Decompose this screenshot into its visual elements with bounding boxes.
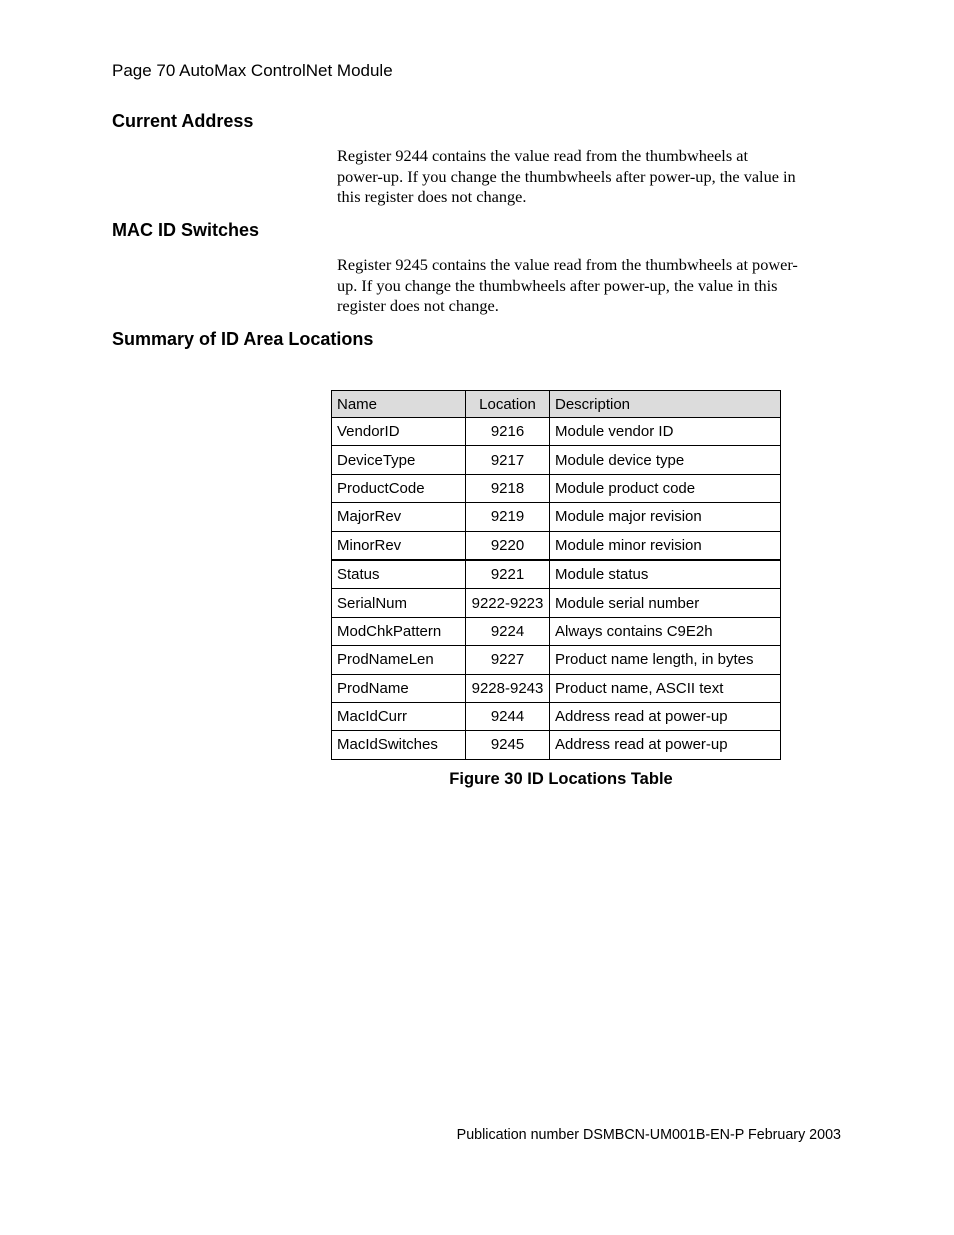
table-row bbox=[332, 474, 781, 502]
cell-description: Module device type bbox=[550, 446, 781, 474]
cell-name: DeviceType bbox=[332, 446, 466, 474]
current-address-paragraph bbox=[337, 146, 832, 208]
cell-name: ProdNameLen bbox=[332, 646, 466, 674]
cell-name: Status bbox=[332, 560, 466, 589]
cell-name: SerialNum bbox=[332, 589, 466, 617]
cell-description: Module vendor ID bbox=[550, 418, 781, 446]
heading-mac-id-switches: MAC ID Switches bbox=[112, 220, 260, 240]
cell-name: ModChkPattern bbox=[332, 617, 466, 645]
cell-location: 9216 bbox=[466, 418, 550, 446]
cell-location: 9228-9243 bbox=[466, 674, 550, 702]
table-row bbox=[332, 702, 781, 730]
cell-location: 9245 bbox=[466, 731, 550, 759]
table-row bbox=[332, 418, 781, 446]
cell-description: Address read at power-up bbox=[550, 731, 781, 759]
cell-description: Product name, ASCII text bbox=[550, 674, 781, 702]
cell-location: 9220 bbox=[466, 531, 550, 560]
cell-description: Module product code bbox=[550, 474, 781, 502]
paragraph-line: power-up. If you change the thumbwheels after power-up, the value in bbox=[337, 166, 796, 186]
cell-name: MacIdCurr bbox=[332, 702, 466, 730]
page-header: Page 70 AutoMax ControlNet Module bbox=[112, 61, 393, 80]
cell-description: Product name length, in bytes bbox=[550, 646, 781, 674]
cell-name: VendorID bbox=[332, 418, 466, 446]
cell-location: 9221 bbox=[466, 560, 550, 589]
page-footer: Publication number DSMBCN-UM001B-EN-P February 2003 bbox=[456, 1127, 841, 1143]
column-header-location: Location bbox=[466, 391, 550, 418]
cell-description: Address read at power-up bbox=[550, 702, 781, 730]
mac-id-switches-paragraph bbox=[337, 255, 832, 317]
table-row bbox=[332, 674, 781, 702]
cell-name: MinorRev bbox=[332, 531, 466, 560]
table-row bbox=[332, 589, 781, 617]
column-header-name: Name bbox=[332, 391, 466, 418]
column-header-description: Description bbox=[550, 391, 781, 418]
cell-description: Always contains C9E2h bbox=[550, 617, 781, 645]
paragraph-line: this register does not change. bbox=[337, 187, 527, 207]
paragraph-line: Register 9245 contains the value read from the thumbwheels at power- bbox=[337, 255, 798, 274]
table-row bbox=[332, 531, 781, 560]
cell-description: Module serial number bbox=[550, 589, 781, 617]
table-row bbox=[332, 617, 781, 645]
paragraph-line: up. If you change the thumbwheels after power-up, the value in this bbox=[337, 275, 778, 295]
paragraph-line: Register 9244 contains the value read from the thumbwheels at bbox=[337, 146, 748, 165]
cell-location: 9224 bbox=[466, 617, 550, 645]
table-row bbox=[332, 446, 781, 474]
id-locations-table bbox=[331, 390, 781, 760]
heading-current-address: Current Address bbox=[112, 111, 254, 131]
cell-name: MacIdSwitches bbox=[332, 731, 466, 759]
table-row bbox=[332, 503, 781, 531]
table-row bbox=[332, 646, 781, 674]
cell-description: Module minor revision bbox=[550, 531, 781, 560]
table-header-row bbox=[332, 391, 781, 418]
cell-location: 9244 bbox=[466, 702, 550, 730]
figure-caption: Figure 30 ID Locations Table bbox=[449, 770, 673, 788]
heading-summary-id-area: Summary of ID Area Locations bbox=[112, 329, 374, 349]
cell-name: ProdName bbox=[332, 674, 466, 702]
table-row bbox=[332, 560, 781, 589]
cell-location: 9219 bbox=[466, 503, 550, 531]
cell-name: MajorRev bbox=[332, 503, 466, 531]
cell-location: 9218 bbox=[466, 474, 550, 502]
cell-description: Module major revision bbox=[550, 503, 781, 531]
cell-location: 9217 bbox=[466, 446, 550, 474]
cell-name: ProductCode bbox=[332, 474, 466, 502]
cell-location: 9222-9223 bbox=[466, 589, 550, 617]
paragraph-line: register does not change. bbox=[337, 296, 499, 316]
cell-description: Module status bbox=[550, 560, 781, 589]
table-row bbox=[332, 731, 781, 759]
cell-location: 9227 bbox=[466, 646, 550, 674]
